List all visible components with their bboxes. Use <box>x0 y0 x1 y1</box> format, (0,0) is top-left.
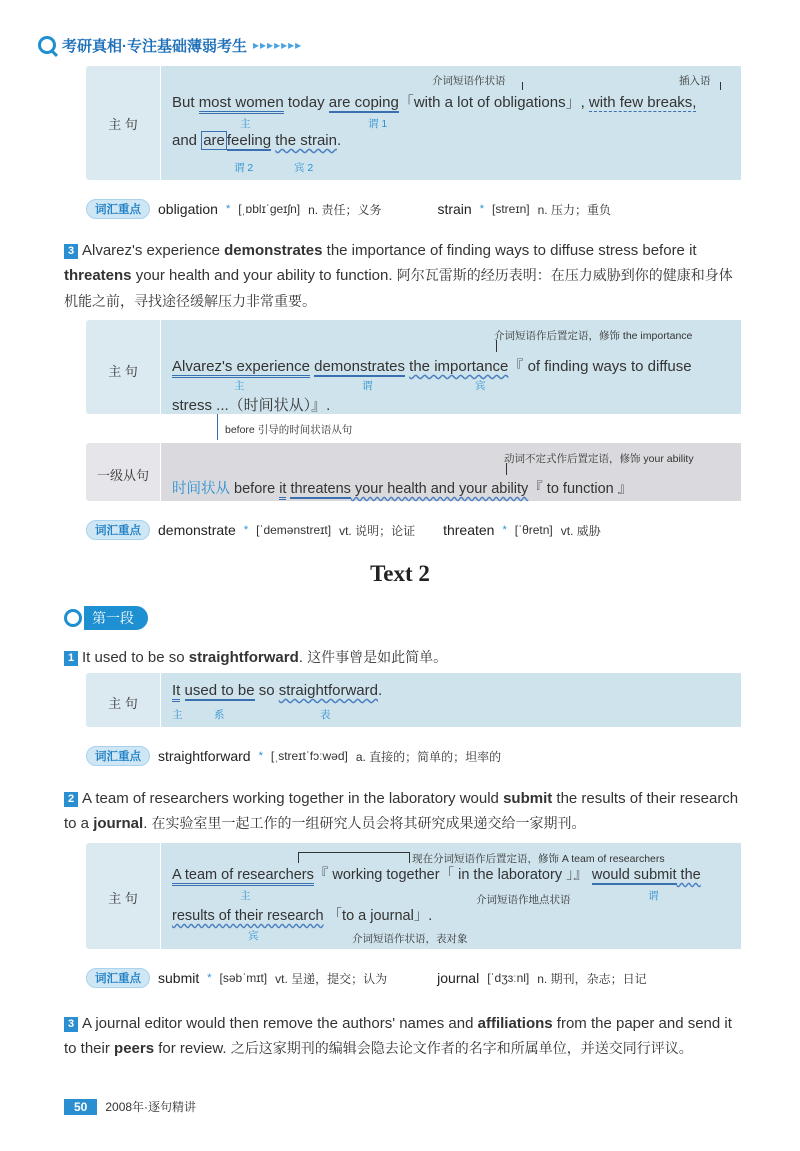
star-icon: * <box>258 750 263 762</box>
star-icon: * <box>243 524 249 536</box>
vocab-ipa: [səbˈmɪt] <box>219 971 268 985</box>
text-span: stress ...（时间状从）』. <box>172 397 331 414</box>
grammar-tag: 宾 2 <box>294 162 314 174</box>
text-span: the importance of finding ways to diffuse stress before it <box>322 242 697 259</box>
star-icon: * <box>207 972 212 984</box>
page-header <box>38 34 302 56</box>
grammar-tag: 谓 1 <box>368 118 388 130</box>
text-span: But <box>172 94 199 111</box>
grammar-tag: 宾 <box>475 380 486 392</box>
sentence-line <box>172 682 382 699</box>
annotation-note: 介词短语作状语 <box>432 75 506 87</box>
subject-span: Alvarez's experience <box>172 358 310 378</box>
grammar-tag: 谓 2 <box>234 162 254 174</box>
vocab-def: n. 压力；重负 <box>537 202 611 217</box>
text-span: It used to be so <box>82 649 189 666</box>
object-span: your health and your ability <box>350 481 529 497</box>
section-pill <box>64 606 148 630</box>
vocab-word: obligation <box>158 201 218 217</box>
vocab-word: straightforward <box>158 748 251 764</box>
translation: 之后这家期刊的编辑会隐去论文作者的名字和所属单位，并送交同行评议。 <box>230 1041 693 1057</box>
paragraph-3 <box>64 238 744 315</box>
text-span: your health and your ability to function. <box>131 267 393 284</box>
vocab-def: a. 直接的；简单的；坦率的 <box>355 749 502 764</box>
predicative-span: straightforward <box>278 682 378 699</box>
clause-label: 主 句 <box>108 364 138 379</box>
keyword: submit <box>503 790 553 807</box>
grammar-tag: 谓 <box>362 380 373 392</box>
footer-title: 2008年·逐句精讲 <box>105 1100 197 1114</box>
sentence-number: 3 <box>64 1017 78 1032</box>
clause-label: 主 句 <box>108 891 138 906</box>
subject-span: most women <box>199 94 284 114</box>
star-icon: * <box>502 524 507 536</box>
predicate-span: are coping <box>328 94 399 111</box>
sentence-line <box>172 91 696 112</box>
vocab-row <box>86 199 611 219</box>
text-span: from the paper and send it to their <box>64 1015 732 1057</box>
subject-span: A team of researchers <box>172 867 314 886</box>
annotation-note: 现在分词短语作后置定语，修饰 A team of researchers <box>412 853 665 865</box>
annotation-note: 介词短语作后置定语，修饰 the importance <box>494 330 693 342</box>
vocab-def: vt. 威胁 <box>560 523 601 538</box>
annotation-arrow <box>496 340 497 352</box>
sentence-number: 3 <box>64 244 78 259</box>
text-span: so <box>254 682 279 699</box>
object-span: the <box>676 867 701 883</box>
text-span: 『 working together「 in the laboratory 」』 <box>313 867 588 883</box>
object-span: the strain <box>275 132 337 149</box>
section-label: 第一段 <box>84 606 148 630</box>
vocab-badge: 词汇重点 <box>86 746 150 766</box>
text-span: . <box>377 682 383 699</box>
vocab-badge: 词汇重点 <box>86 968 150 988</box>
vocab-word: demonstrate <box>158 522 236 538</box>
vocab-badge: 词汇重点 <box>86 199 150 219</box>
vocab-def: n. 期刊，杂志；日记 <box>537 971 647 986</box>
object-span: results of their research <box>172 908 324 924</box>
page-number: 50 <box>64 1099 97 1115</box>
annotation-arrow <box>720 82 721 90</box>
text-span: 『 of finding ways to diffuse <box>508 358 692 375</box>
text-span: . <box>143 815 148 832</box>
predicate-span: demonstrates <box>314 358 405 375</box>
text-span: A team of researchers working together in the laboratory would <box>82 790 504 807</box>
keyword: threatens <box>64 267 132 284</box>
keyword: peers <box>114 1040 155 1057</box>
grammar-tag: 宾 <box>248 930 259 942</box>
subject-span: It <box>172 682 180 702</box>
text-span: Alvarez's experience <box>82 242 225 259</box>
sentence-number: 1 <box>64 651 78 666</box>
text-span: 『 to function 』 <box>528 481 633 497</box>
annotation-arrow <box>506 463 507 475</box>
clause-type: 时间状从 <box>172 481 235 497</box>
translation: 这件事曾是如此简单。 <box>307 650 448 666</box>
grammar-tag: 表 <box>320 709 331 721</box>
text-span: 「to a journal」. <box>327 908 433 924</box>
keyword: affiliations <box>477 1015 553 1032</box>
vocab-ipa: [ˈθretn] <box>514 523 553 537</box>
link-verb-span: used to be <box>184 682 255 699</box>
magnifier-icon <box>64 609 82 627</box>
grammar-tag: 主 <box>234 380 245 392</box>
paragraph-1 <box>64 645 744 671</box>
text-span: A journal editor would then remove the authors' names and <box>82 1015 478 1032</box>
vocab-word: strain <box>437 201 472 217</box>
clause-label: 主 句 <box>108 117 138 132</box>
grammar-tag: 谓 <box>648 890 659 902</box>
object-span: the importance <box>409 358 509 375</box>
translation: 在实验室里一起工作的一组研究人员会将其研究成果递交给一家期刊。 <box>151 816 586 832</box>
text-span: 「with a lot of obligations」, <box>398 94 589 111</box>
vocab-ipa: [ˈdʒɜːnl] <box>487 971 530 985</box>
paragraph-2 <box>64 786 744 837</box>
annotation-note: 介词短语作状语，表对象 <box>352 933 468 945</box>
grammar-tag: 主 <box>240 890 251 902</box>
grammar-tag: 系 <box>214 709 225 721</box>
vocab-row <box>86 520 601 540</box>
vocab-def: vt. 呈递，提交；认为 <box>275 971 388 986</box>
page-footer <box>64 1098 196 1115</box>
vocab-badge: 词汇重点 <box>86 520 150 540</box>
sentence-line <box>172 355 692 376</box>
vocab-word: threaten <box>443 522 495 538</box>
annotation-note: before 引导的时间状语从句 <box>225 424 353 436</box>
annotation-note: 插入语 <box>679 75 711 87</box>
text-span: today <box>283 94 329 111</box>
predicate-span: would submit <box>591 867 677 883</box>
conjunction: before <box>234 481 276 497</box>
text-span: and <box>172 132 202 149</box>
vocab-word: journal <box>437 970 480 986</box>
vocab-def: n. 责任；义务 <box>308 202 382 217</box>
keyword: straightforward <box>188 649 299 666</box>
vocab-ipa: [streɪn] <box>491 202 530 216</box>
star-icon: * <box>225 203 231 215</box>
predicate-span: feeling <box>226 132 272 149</box>
text-span: . <box>298 649 303 666</box>
sentence-line <box>172 394 330 415</box>
annotation-note: 动词不定式作后置定语，修饰 your ability <box>504 453 694 465</box>
translation: 阿尔瓦雷斯的经历表明：在压力威胁到你的健康和身体机能之前，寻找途径缓解压力非常重要。 <box>64 268 733 310</box>
annotation-note: 介词短语作地点状语 <box>476 894 571 906</box>
section-title: Text 2 <box>370 561 430 586</box>
clause-label: 主 句 <box>108 696 138 711</box>
vocab-word: submit <box>158 970 200 986</box>
sentence-line <box>172 477 632 498</box>
paragraph-3b <box>64 1011 744 1062</box>
insert-span: with few breaks, <box>588 94 697 111</box>
keyword: demonstrates <box>224 242 323 259</box>
magnifier-logo-icon <box>38 36 56 54</box>
vocab-ipa: [ˌstreɪtˈfɔːwəd] <box>270 749 348 763</box>
sentence-line <box>172 863 701 884</box>
sentence-line <box>172 132 341 149</box>
vocab-def: vt. 说明；论证 <box>339 523 416 538</box>
connector-arrow <box>217 414 218 440</box>
grammar-tag: 主 <box>172 709 183 721</box>
star-icon: * <box>479 203 484 215</box>
header-title: 考研真相·专注基础薄弱考生 <box>62 37 247 55</box>
clause-label: 一级从句 <box>96 468 149 483</box>
text-span: . <box>336 132 342 149</box>
header-arrows: ▸▸▸▸▸▸▸ <box>253 38 303 52</box>
annotation-arrow <box>522 82 523 90</box>
sentence-line <box>172 904 432 925</box>
predicate-span: threatens <box>290 481 351 497</box>
vocab-ipa: [ˈdemənstreɪt] <box>256 523 332 537</box>
grammar-tag: 主 <box>240 118 251 130</box>
predicate-span: are <box>203 132 225 149</box>
subject-span: it <box>279 481 286 500</box>
text-span: for review. <box>154 1040 227 1057</box>
text-span: the results of their research to a <box>64 790 739 832</box>
vocab-row <box>86 746 501 766</box>
sentence-number: 2 <box>64 792 78 807</box>
vocab-row <box>86 968 647 988</box>
vocab-ipa: [ˌɒblɪˈɡeɪʃn] <box>238 202 301 216</box>
annotation-arrow <box>298 852 410 863</box>
keyword: journal <box>93 815 144 832</box>
